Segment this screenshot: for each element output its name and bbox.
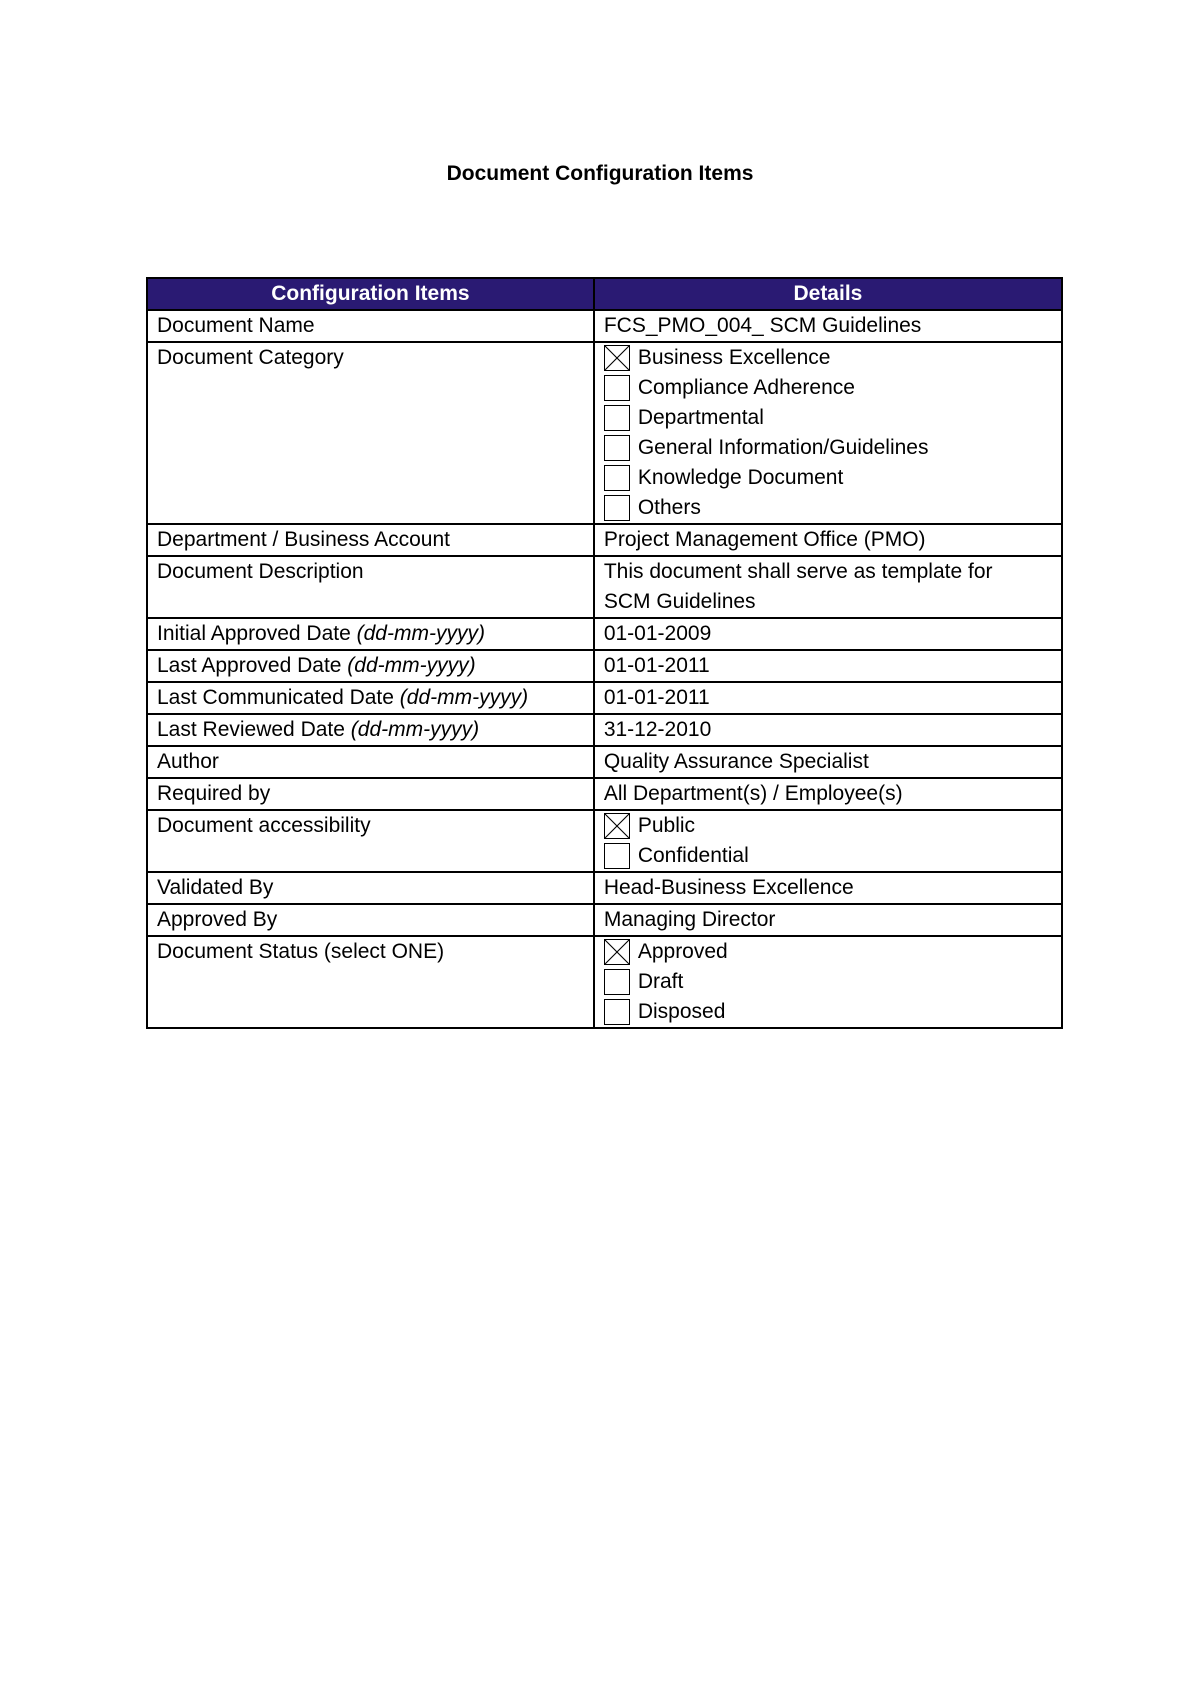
checkbox-option[interactable] <box>604 403 1052 433</box>
checked-box-icon[interactable] <box>604 813 630 839</box>
row-label <box>147 682 594 714</box>
row-value: 01-01-2009 <box>594 618 1062 650</box>
table-header-row <box>147 278 1062 310</box>
table-row <box>147 746 1062 778</box>
checkbox-option[interactable] <box>604 967 1052 997</box>
row-label: Document Category <box>147 342 594 524</box>
option-label: General Information/Guidelines <box>637 436 929 459</box>
table-row <box>147 872 1062 904</box>
option-label: Compliance Adherence <box>637 376 855 399</box>
unchecked-box-icon[interactable] <box>604 465 630 491</box>
checkbox-option[interactable] <box>604 463 1052 493</box>
table-row <box>147 524 1062 556</box>
document-title: Document Configuration Items <box>446 162 754 185</box>
option-label: Approved <box>637 940 728 963</box>
row-label <box>147 714 594 746</box>
unchecked-box-icon[interactable] <box>604 435 630 461</box>
header-configuration-items: Configuration Items <box>147 278 594 310</box>
row-value: Managing Director <box>594 904 1062 936</box>
row-label: Document Status (select ONE) <box>147 936 594 1028</box>
date-format-hint: (dd-mm-yyyy) <box>399 686 529 709</box>
label-text: Last Reviewed Date <box>157 718 351 741</box>
header-details: Details <box>594 278 1062 310</box>
status-options <box>594 936 1062 1028</box>
date-format-hint: (dd-mm-yyyy) <box>356 622 485 645</box>
table-row <box>147 904 1062 936</box>
date-format-hint: (dd-mm-yyyy) <box>350 718 480 741</box>
unchecked-box-icon[interactable] <box>604 405 630 431</box>
category-options <box>594 342 1062 524</box>
row-value: All Department(s) / Employee(s) <box>594 778 1062 810</box>
checkbox-option[interactable] <box>604 433 1052 463</box>
table-row <box>147 650 1062 682</box>
row-label: Document Name <box>147 310 594 342</box>
accessibility-options <box>594 810 1062 872</box>
checkbox-option[interactable] <box>604 373 1052 403</box>
unchecked-box-icon[interactable] <box>604 999 630 1025</box>
checkbox-option[interactable] <box>604 811 1052 841</box>
table-row <box>147 310 1062 342</box>
option-label: Confidential <box>637 844 749 867</box>
unchecked-box-icon[interactable] <box>604 969 630 995</box>
table-row <box>147 342 1062 524</box>
date-format-hint: (dd-mm-yyyy) <box>347 654 476 677</box>
table-row <box>147 810 1062 872</box>
row-value: Quality Assurance Specialist <box>594 746 1062 778</box>
option-label: Others <box>637 496 701 519</box>
label-text: Last Communicated Date <box>157 686 400 709</box>
table-row <box>147 778 1062 810</box>
checkbox-option[interactable] <box>604 493 1052 523</box>
row-label <box>147 618 594 650</box>
checkbox-option[interactable] <box>604 841 1052 871</box>
label-text: Last Approved Date <box>157 654 348 677</box>
checkbox-option[interactable] <box>604 343 1052 373</box>
table-row <box>147 936 1062 1028</box>
row-label: Required by <box>147 778 594 810</box>
configuration-table <box>146 277 1063 1029</box>
table-row <box>147 682 1062 714</box>
table-row <box>147 618 1062 650</box>
checkbox-option[interactable] <box>604 937 1052 967</box>
row-label: Validated By <box>147 872 594 904</box>
option-label: Knowledge Document <box>637 466 844 489</box>
table-row <box>147 556 1062 618</box>
row-value: 01-01-2011 <box>594 650 1062 682</box>
option-label: Disposed <box>637 1000 726 1023</box>
description-line-2: SCM Guidelines <box>603 590 756 613</box>
unchecked-box-icon[interactable] <box>604 495 630 521</box>
row-value: FCS_PMO_004_ SCM Guidelines <box>594 310 1062 342</box>
unchecked-box-icon[interactable] <box>604 843 630 869</box>
option-label: Draft <box>637 970 684 993</box>
row-value <box>594 556 1062 618</box>
row-value: Project Management Office (PMO) <box>594 524 1062 556</box>
description-line-1: This document shall serve as template for <box>603 560 993 583</box>
row-label: Document accessibility <box>147 810 594 872</box>
option-label: Business Excellence <box>637 346 831 369</box>
checked-box-icon[interactable] <box>604 345 630 371</box>
option-label: Departmental <box>637 406 764 429</box>
row-label: Approved By <box>147 904 594 936</box>
checked-box-icon[interactable] <box>604 939 630 965</box>
row-value: Head-Business Excellence <box>594 872 1062 904</box>
row-value: 01-01-2011 <box>594 682 1062 714</box>
unchecked-box-icon[interactable] <box>604 375 630 401</box>
label-text: Initial Approved Date <box>157 622 357 645</box>
row-label <box>147 650 594 682</box>
row-value: 31-12-2010 <box>594 714 1062 746</box>
table-row <box>147 714 1062 746</box>
row-label: Department / Business Account <box>147 524 594 556</box>
row-label: Document Description <box>147 556 594 618</box>
checkbox-option[interactable] <box>604 997 1052 1027</box>
option-label: Public <box>637 814 696 837</box>
row-label: Author <box>147 746 594 778</box>
